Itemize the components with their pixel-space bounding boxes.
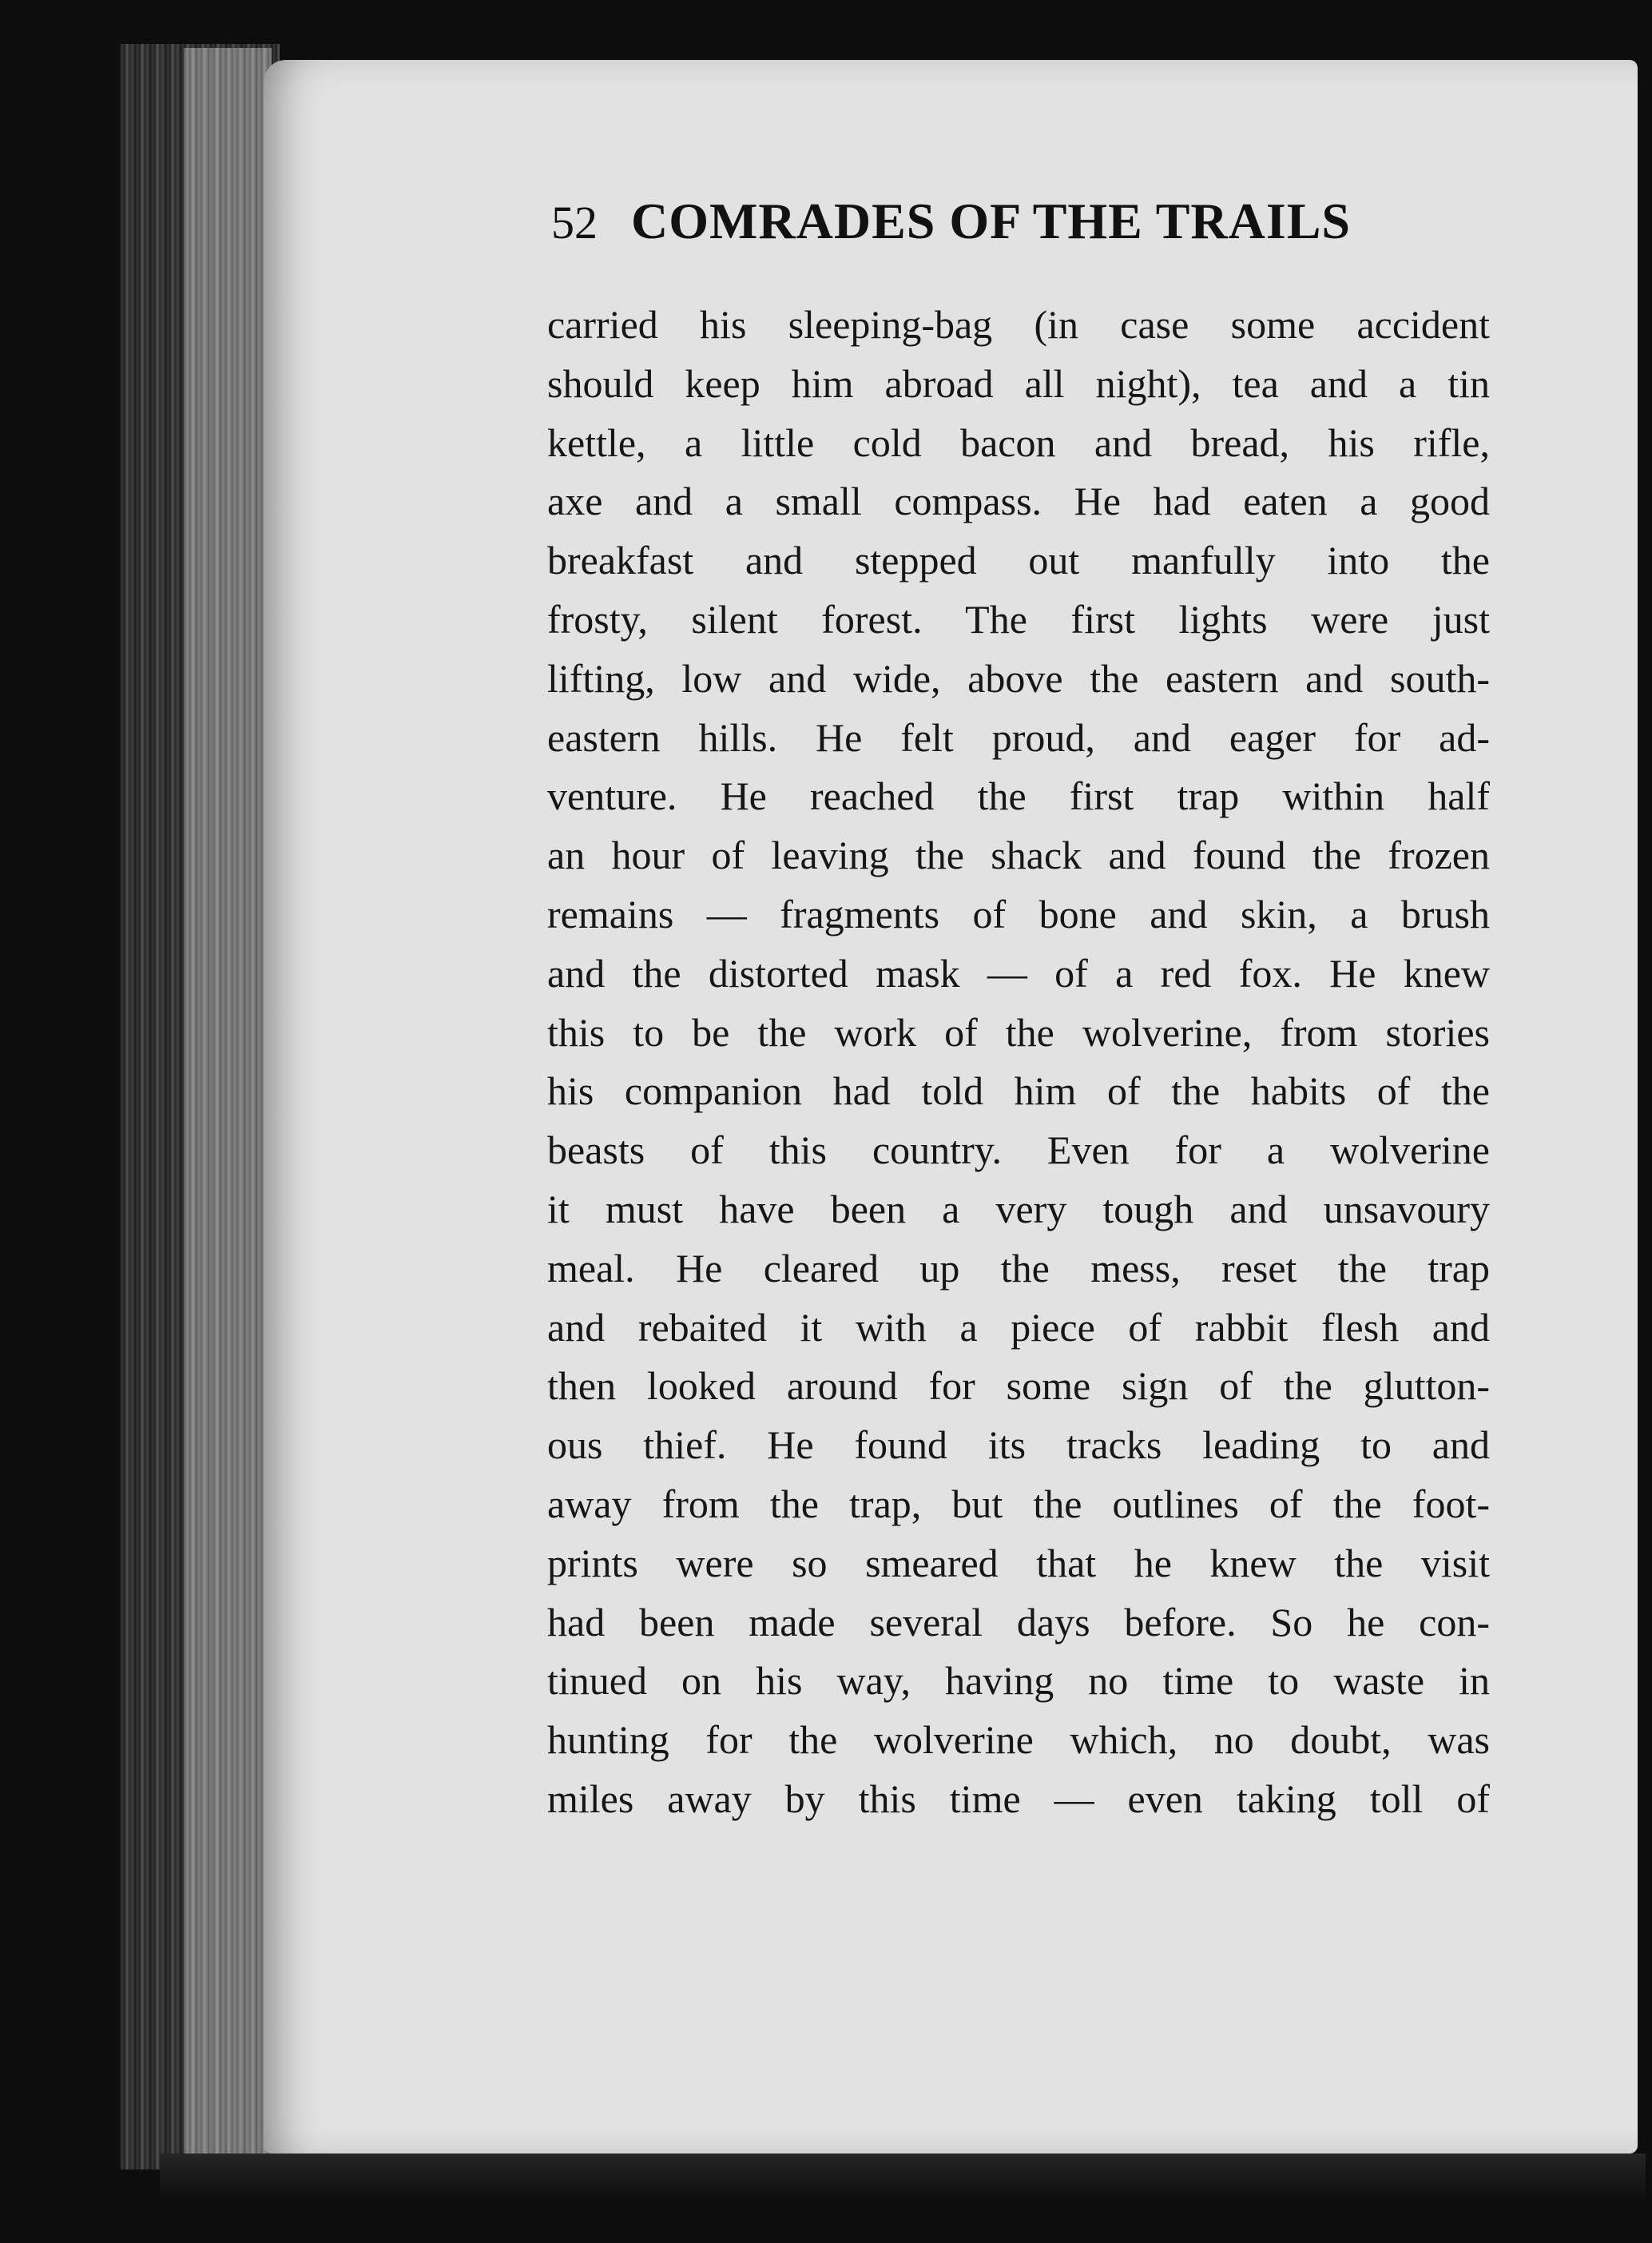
text-line: meal. He cleared up the mess, reset the trap — [547, 1245, 1490, 1291]
text-line: an hour of leaving the shack and found the frozen — [547, 833, 1490, 878]
text-line: his companion had told him of the habits of the — [547, 1068, 1490, 1114]
text-line: prints were so smeared that he knew the visit — [547, 1540, 1490, 1585]
running-title: COMRADES OF THE TRAILS — [631, 193, 1351, 249]
text-line: frosty, silent forest. The first lights were just — [547, 596, 1490, 642]
text-line: breakfast and stepped out manfully into the — [547, 538, 1490, 583]
text-line: beasts of this country. Even for a wolverine — [547, 1127, 1490, 1173]
text-line: this to be the work of the wolverine, from stories — [547, 1009, 1490, 1055]
text-line: then looked around for some sign of the glutton- — [547, 1363, 1490, 1409]
text-line: venture. He reached the first trap within half — [547, 774, 1490, 819]
text-line: hunting for the wolverine which, no doubt, was — [547, 1717, 1490, 1763]
page-header — [551, 192, 1454, 272]
text-line: away from the trap, but the outlines of the foot- — [547, 1481, 1490, 1526]
text-line: kettle, a little cold bacon and bread, his rifle, — [547, 420, 1490, 465]
body-text — [547, 296, 1490, 1829]
text-line: had been made several days before. So he con- — [547, 1599, 1490, 1644]
text-line: axe and a small compass. He had eaten a good — [547, 479, 1490, 524]
text-line: eastern hills. He felt proud, and eager for ad- — [547, 714, 1490, 760]
text-line: it must have been a very tough and unsavoury — [547, 1186, 1490, 1231]
book-page-edges-inner — [184, 48, 272, 2157]
text-line: remains — fragments of bone and skin, a brush — [547, 891, 1490, 937]
text-line: lifting, low and wide, above the eastern and south- — [547, 655, 1490, 701]
text-line: and rebaited it with a piece of rabbit flesh and — [547, 1304, 1490, 1350]
text-line: should keep him abroad all night), tea and a tin — [547, 360, 1490, 406]
text-line: and the distorted mask — of a red fox. He knew — [547, 950, 1490, 996]
text-line: tinued on his way, having no time to waste in — [547, 1658, 1490, 1704]
text-line: miles away by this time — even taking toll of — [547, 1776, 1490, 1821]
text-line: carried his sleeping-bag (in case some accident — [547, 302, 1490, 347]
text-line: ous thief. He found its tracks leading to and — [547, 1422, 1490, 1468]
page-number: 52 — [551, 197, 598, 249]
book-bottom-edge — [160, 2154, 1646, 2201]
